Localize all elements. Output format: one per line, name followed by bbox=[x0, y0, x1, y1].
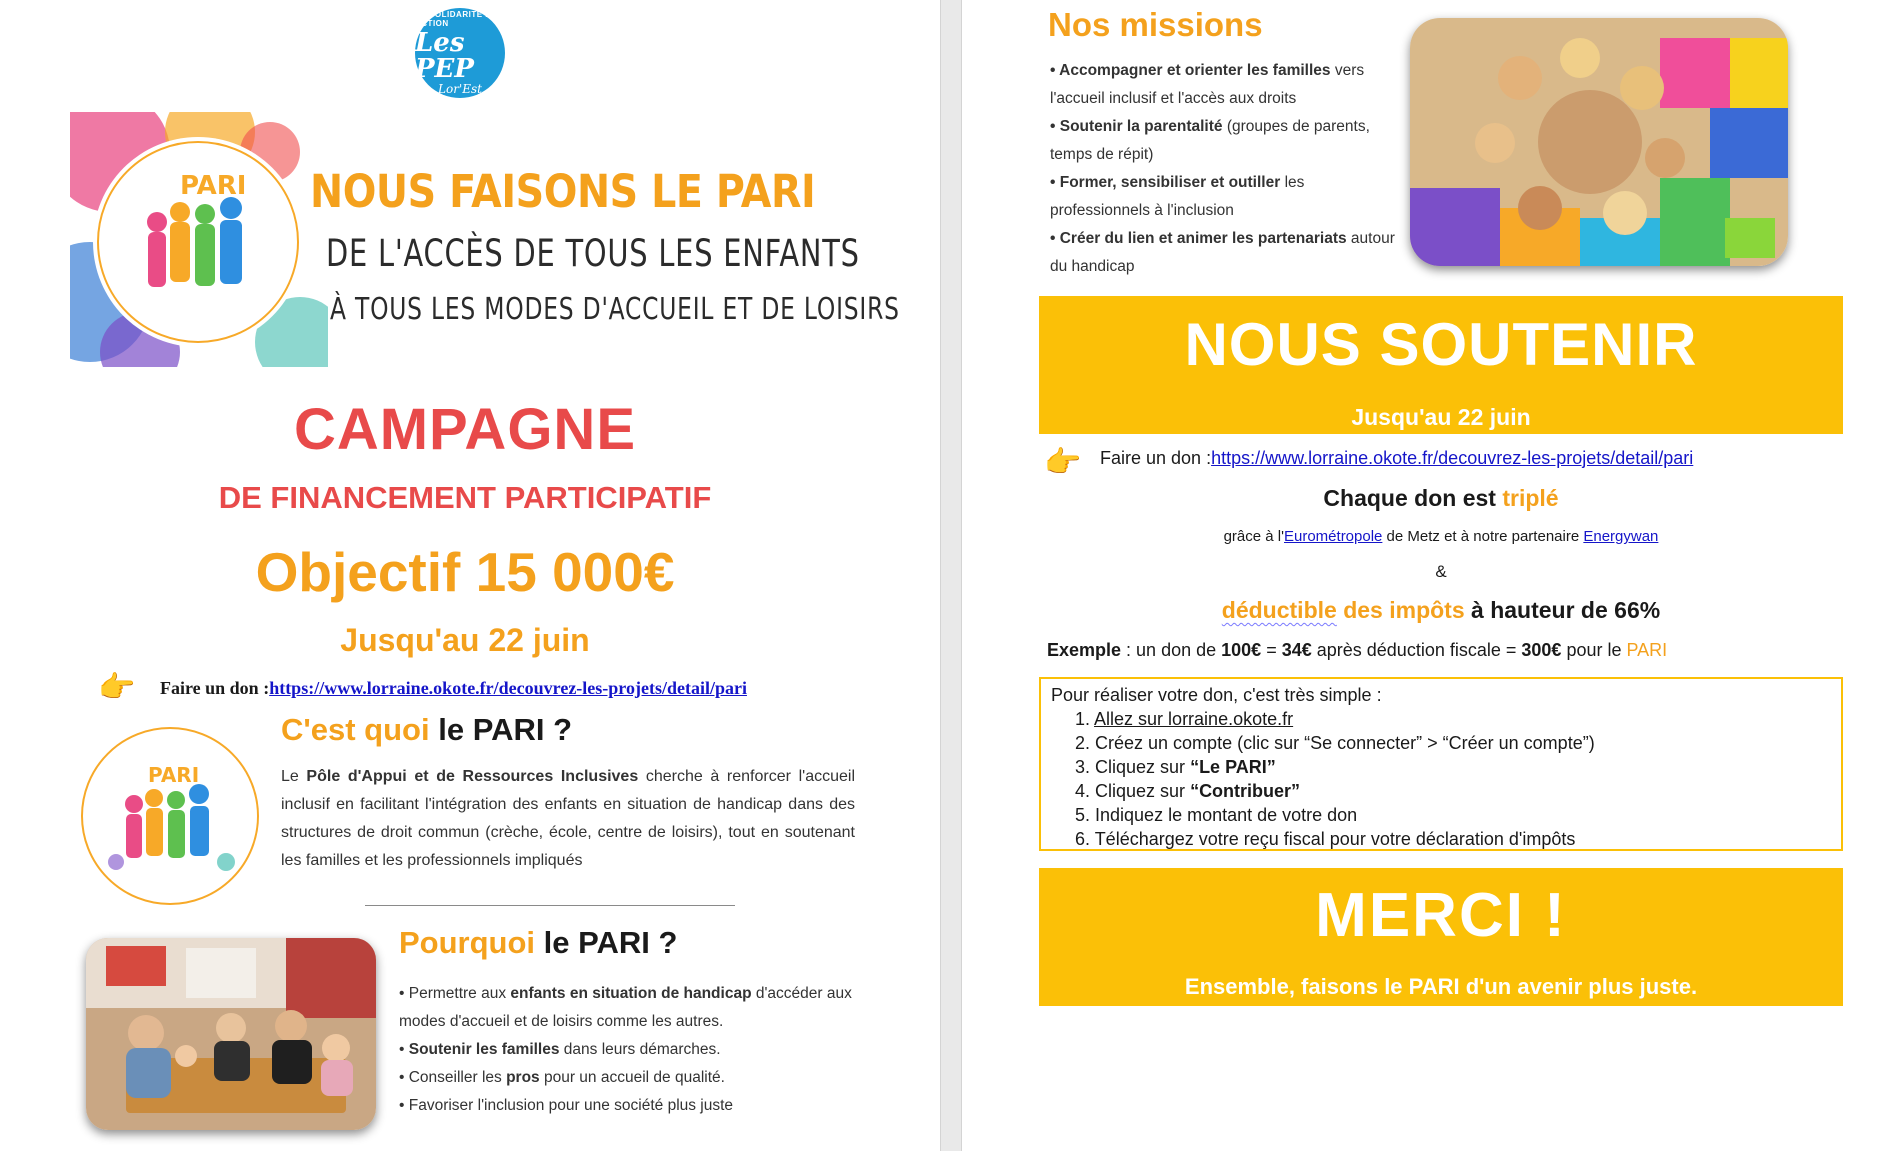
pointing-hand-icon: 👉 bbox=[1044, 446, 1082, 479]
howto-step-5: 5. Indiquez le montant de votre don bbox=[1075, 805, 1358, 825]
don-line-right bbox=[1100, 448, 1693, 469]
cest-quoi-title-b: le PARI ? bbox=[429, 712, 573, 747]
cest-quoi-body bbox=[281, 763, 855, 875]
soutenir-title: NOUS SOUTENIR bbox=[1184, 311, 1698, 378]
pourquoi-list bbox=[399, 980, 869, 1120]
howto-box bbox=[1039, 677, 1843, 851]
campagne-title: CAMPAGNE bbox=[293, 397, 637, 462]
missions-title: Nos missions bbox=[1048, 6, 1263, 43]
howto-step-2: 2. Créez un compte (clic sur “Se connecter” > “Créer un compte”) bbox=[1075, 733, 1595, 753]
flyer-page-right bbox=[962, 0, 1885, 1151]
don-label-right: Faire un don : bbox=[1100, 448, 1212, 468]
flyer-page-left bbox=[0, 0, 940, 1151]
energywan-link[interactable]: Energywan bbox=[1583, 528, 1659, 545]
merci-tagline: Ensemble, faisons le PARI d'un avenir plus juste. bbox=[1184, 974, 1698, 999]
family-photo bbox=[86, 938, 376, 1130]
howto-step-1: 1. Allez sur lorraine.okote.fr bbox=[1075, 709, 1294, 729]
howto-step-3: 3. Cliquez sur “Le PARI” bbox=[1075, 757, 1276, 777]
partners-line: grâce à l'Eurométropole de Metz et à notre partenaire Energywan bbox=[1223, 528, 1659, 545]
merci-banner bbox=[1039, 868, 1843, 1006]
cest-body-bold: Pôle d'Appui et de Ressources Inclusives bbox=[306, 768, 639, 785]
objectif-amount: Objectif 15 000€ bbox=[255, 541, 675, 603]
pourquoi-title-a: Pourquoi bbox=[399, 925, 536, 960]
headline-line-1: NOUS FAISONS LE PARI bbox=[310, 165, 816, 218]
ampersand: & bbox=[1435, 562, 1447, 581]
pep-logo-main: Les PEP bbox=[415, 28, 474, 84]
deadline: Jusqu'au 22 juin bbox=[340, 622, 590, 658]
soutenir-deadline: Jusqu'au 22 juin bbox=[1351, 404, 1531, 430]
svg-text:PARI: PARI bbox=[148, 763, 200, 787]
merci-title: MERCI ! bbox=[1315, 881, 1567, 950]
don-line bbox=[160, 678, 747, 699]
page-gutter bbox=[940, 0, 962, 1151]
howto-steps bbox=[1075, 707, 1831, 851]
howto-intro: Pour réaliser votre don, c'est très simple : bbox=[1051, 685, 1382, 705]
cest-quoi-title-a: C'est quoi bbox=[281, 712, 430, 747]
mission-item-3: • Former, sensibiliser et outiller les professionnels à l'inclusion bbox=[1050, 174, 1305, 219]
howto-step-4: 4. Cliquez sur “Contribuer” bbox=[1075, 781, 1301, 801]
pointing-hand-icon: 👉 bbox=[98, 671, 136, 704]
soutenir-banner bbox=[1039, 296, 1843, 434]
pourquoi-title bbox=[399, 925, 677, 961]
pourquoi-item-1: • Permettre aux enfants en situation de handicap d'accéder aux modes d'accueil et de loisirs comme les autres. bbox=[399, 985, 852, 1030]
cest-body-p2: cherche à renforcer l'accueil inclusif en facilitant l'intégration des enfants en situation de handicap dans des structures de droit commun (crèche, école, centre de loisirs), tout en soutenant les familles et les professionnels impliqués bbox=[281, 768, 855, 869]
cest-body-p1: Le bbox=[281, 768, 307, 785]
don-link-right[interactable]: https://www.lorraine.okote.fr/decouvrez-les-projets/detail/pari bbox=[1211, 448, 1694, 468]
pep-logo-arc-text: LA SOLIDARITÉ EN ACTION bbox=[415, 10, 498, 28]
headline-line-2: DE L'ACCÈS DE TOUS LES ENFANTS bbox=[326, 232, 860, 275]
pourquoi-item-3: • Conseiller les pros pour un accueil de qualité. bbox=[399, 1069, 725, 1086]
pourquoi-item-4: • Favoriser l'inclusion pour une société plus juste bbox=[399, 1097, 734, 1114]
separator-line bbox=[365, 905, 735, 906]
don-link[interactable]: https://www.lorraine.okote.fr/decouvrez-les-projets/detail/pari bbox=[269, 678, 747, 698]
mission-item-2: • Soutenir la parentalité (groupes de parents, temps de répit) bbox=[1050, 118, 1370, 163]
pep-logo bbox=[415, 8, 505, 98]
mission-item-1: • Accompagner et orienter les familles vers l'accueil inclusif et l'accès aux droits bbox=[1050, 62, 1365, 107]
pari-logo-small bbox=[76, 722, 264, 910]
pourquoi-item-2: • Soutenir les familles dans leurs démarches. bbox=[399, 1041, 721, 1058]
svg-text:PARI: PARI bbox=[180, 171, 247, 201]
children-photo bbox=[1410, 18, 1788, 266]
exemple-line: Exemple : un don de 100€ = 34€ après déduction fiscale = 300€ pour le PARI bbox=[1047, 640, 1668, 660]
don-triple: Chaque don est triplé bbox=[1323, 485, 1559, 511]
headline-line-3: À TOUS LES MODES D'ACCUEIL ET DE LOISIRS bbox=[330, 292, 900, 327]
mission-item-4: • Créer du lien et animer les partenariats autour du handicap bbox=[1050, 230, 1395, 275]
pourquoi-title-b: le PARI ? bbox=[535, 925, 678, 960]
pari-logo bbox=[70, 112, 328, 367]
cest-quoi-title bbox=[281, 712, 572, 748]
financement-subtitle: DE FINANCEMENT PARTICIPATIF bbox=[218, 480, 712, 515]
howto-step-6: 6. Téléchargez votre reçu fiscal pour votre déclaration d'impôts bbox=[1075, 829, 1576, 849]
don-label: Faire un don : bbox=[160, 678, 270, 698]
missions-list bbox=[1050, 57, 1400, 281]
okote-link[interactable]: Allez sur lorraine.okote.fr bbox=[1094, 709, 1294, 729]
eurometropole-link[interactable]: Eurométropole bbox=[1284, 528, 1383, 545]
deductible-line: déductible des impôts à hauteur de 66% bbox=[1221, 597, 1661, 623]
pep-logo-sub: Lor'Est bbox=[438, 82, 482, 96]
